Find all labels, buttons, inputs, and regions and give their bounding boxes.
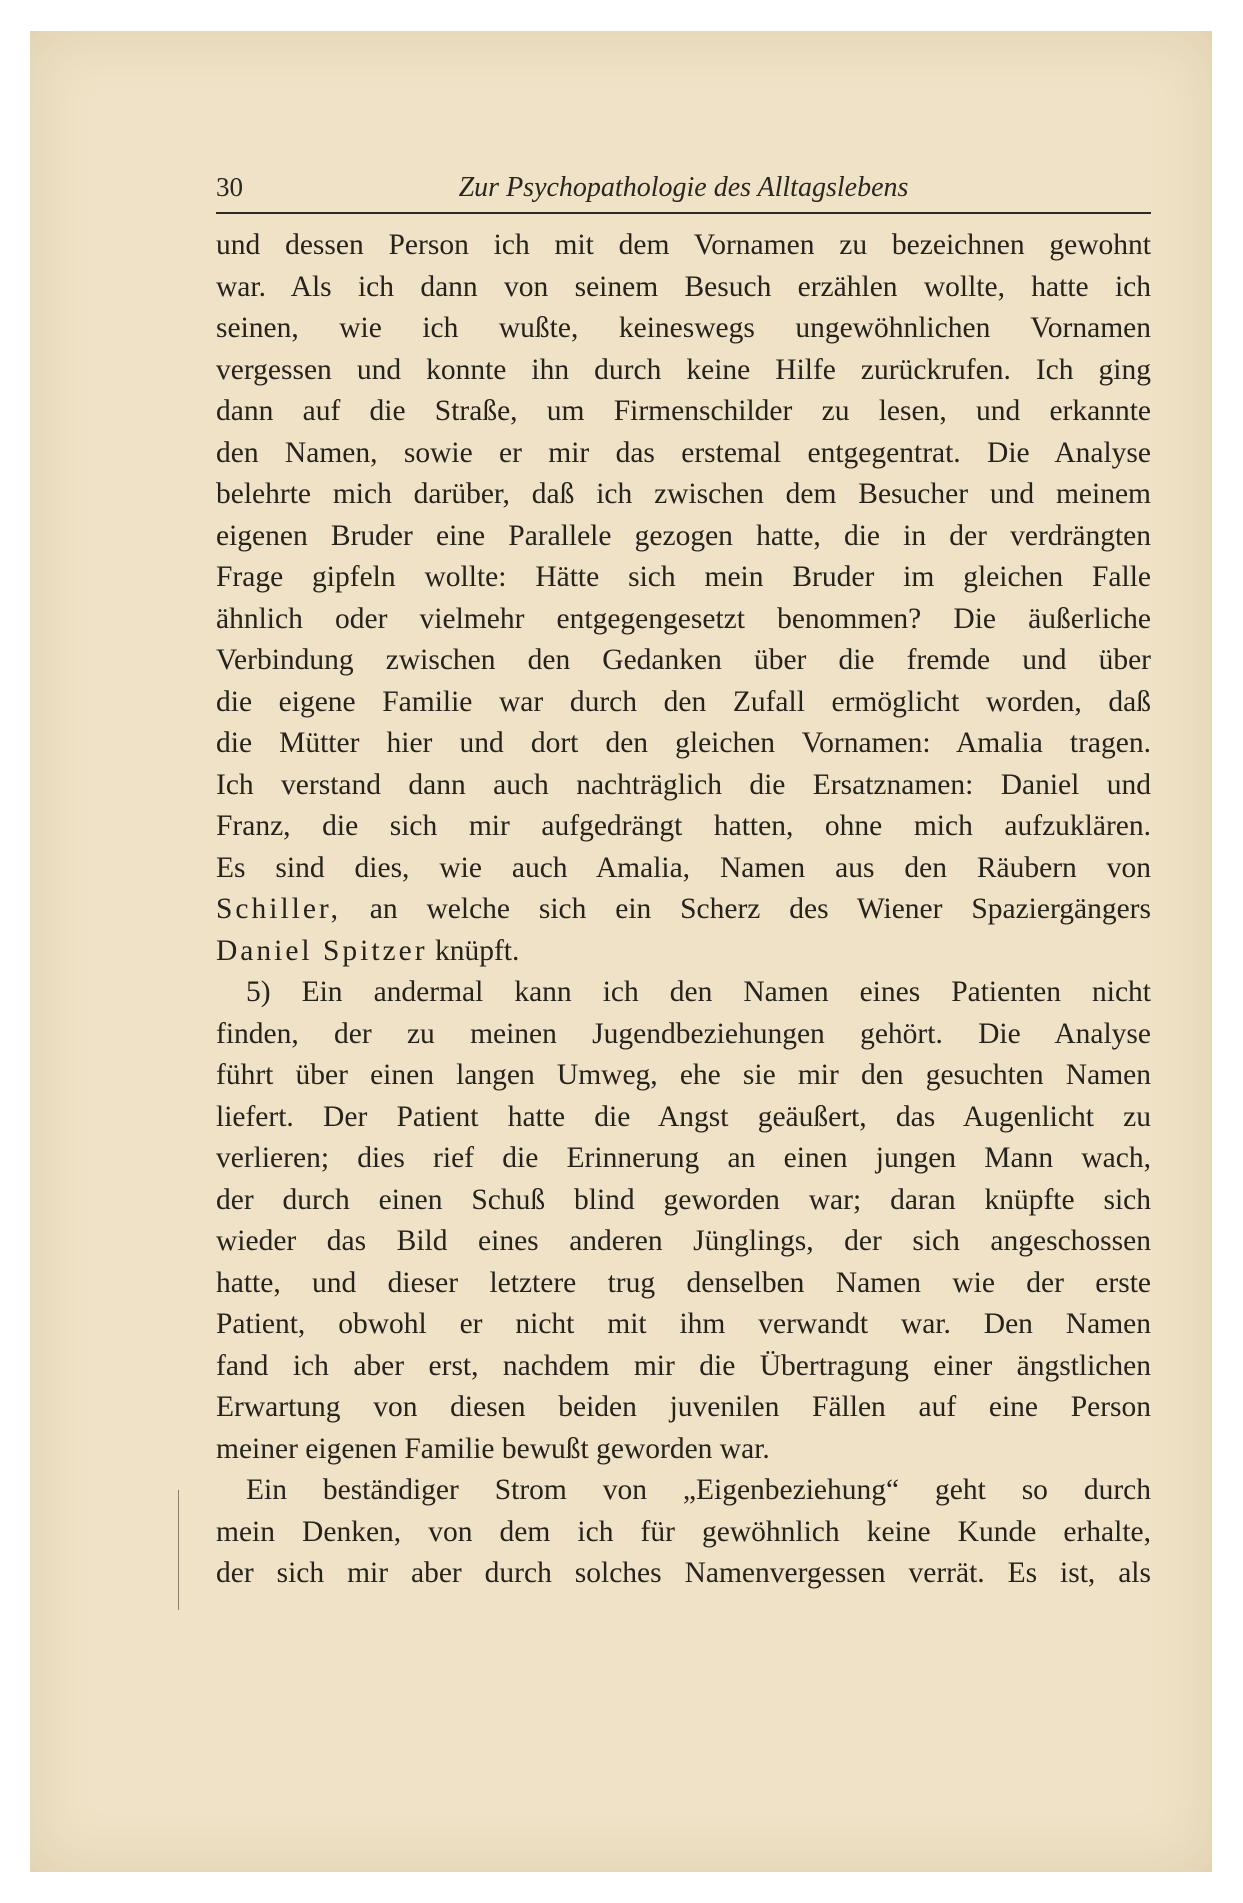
text-line — [216, 931, 1151, 973]
text-line: verlieren; dies rief die Erinnerung an einen jungen Mann wach, — [216, 1142, 1151, 1174]
text-line: finden, der zu meinen Jugendbeziehungen gehört. Die Analyse — [216, 1017, 1151, 1050]
spaced-name: Schiller, — [216, 893, 341, 925]
text-line: der durch einen Schuß blind geworden war; daran knüpfte sich — [216, 1183, 1151, 1216]
text-line: führt über einen langen Umweg, ehe sie mir den gesuchten Namen — [216, 1059, 1151, 1091]
text-line: Es sind dies, wie auch Amalia, Namen aus den Räubern von — [216, 851, 1151, 884]
text-line: vergessen und konnte ihn durch keine Hilfe zurückrufen. Ich ging — [216, 353, 1151, 386]
text-line: die eigene Familie war durch den Zufall ermöglicht worden, daß — [216, 685, 1151, 718]
running-title: Zur Psychopathologie des Alltagslebens — [458, 172, 909, 203]
text-line: ähnlich oder vielmehr entgegengesetzt benommen? Die äußerliche — [216, 602, 1151, 635]
text-line: und dessen Person ich mit dem Vornamen zu bezeichnen gewohnt — [216, 229, 1151, 261]
text-line: Ein beständiger Strom von „Eigenbeziehung“ geht so durch — [246, 1474, 1151, 1506]
text-line: Frage gipfeln wollte: Hätte sich mein Bruder im gleichen Falle — [216, 561, 1151, 593]
text-line: liefert. Der Patient hatte die Angst geäußert, das Augenlicht zu — [216, 1100, 1151, 1133]
text-line: den Namen, sowie er mir das erstemal entgegentrat. Die Analyse — [216, 436, 1151, 469]
text-line: mein Denken, von dem ich für gewöhnlich keine Kunde erhalte, — [216, 1515, 1151, 1548]
page-number: 30 — [216, 172, 243, 202]
spaced-name: Daniel Spitzer — [216, 934, 428, 967]
text-line: eigenen Bruder eine Parallele gezogen hatte, die in der verdrängten — [216, 519, 1151, 552]
text-line: 5) Ein andermal kann ich den Namen eines Patienten nicht — [246, 976, 1151, 1008]
margin-pencil-mark — [178, 1490, 179, 1610]
text-line: seinen, wie ich wußte, keineswegs ungewöhnlichen Vornamen — [216, 312, 1151, 344]
page-header — [216, 168, 1151, 212]
text-line: belehrte mich darüber, daß ich zwischen dem Besucher und meinem — [216, 478, 1151, 510]
text-line: der sich mir aber durch solches Namenvergessen verrät. Es ist, als — [216, 1557, 1151, 1589]
text-line: Verbindung zwischen den Gedanken über die fremde und über — [216, 644, 1151, 676]
header-rule — [216, 212, 1151, 214]
text-line: war. Als ich dann von seinem Besuch erzählen wollte, hatte ich — [216, 270, 1151, 303]
text-fragment: an welche sich ein Scherz des Wiener Spaziergängers — [340, 893, 1151, 925]
text-line — [216, 889, 1151, 931]
text-line: Ich verstand dann auch nachträglich die Ersatznamen: Daniel und — [216, 768, 1151, 801]
text-line: meiner eigenen Familie bewußt geworden war. — [216, 1432, 770, 1465]
text-line: hatte, und dieser letztere trug denselben Namen wie der erste — [216, 1266, 1151, 1299]
text-line: Erwartung von diesen beiden juvenilen Fällen auf eine Person — [216, 1391, 1151, 1423]
text-line: Franz, die sich mir aufgedrängt hatten, ohne mich aufzuklären. — [216, 810, 1151, 842]
body-text — [216, 225, 1151, 1595]
text-fragment: knüpft. — [427, 934, 520, 967]
text-line: fand ich aber erst, nachdem mir die Übertragung einer ängstlichen — [216, 1349, 1151, 1382]
text-line: wieder das Bild eines anderen Jünglings, der sich angeschossen — [216, 1225, 1151, 1257]
text-line: die Mütter hier und dort den gleichen Vornamen: Amalia tragen. — [216, 727, 1151, 759]
text-line: dann auf die Straße, um Firmenschilder zu lesen, und erkannte — [216, 395, 1151, 427]
text-line: Patient, obwohl er nicht mit ihm verwandt war. Den Namen — [216, 1308, 1151, 1340]
